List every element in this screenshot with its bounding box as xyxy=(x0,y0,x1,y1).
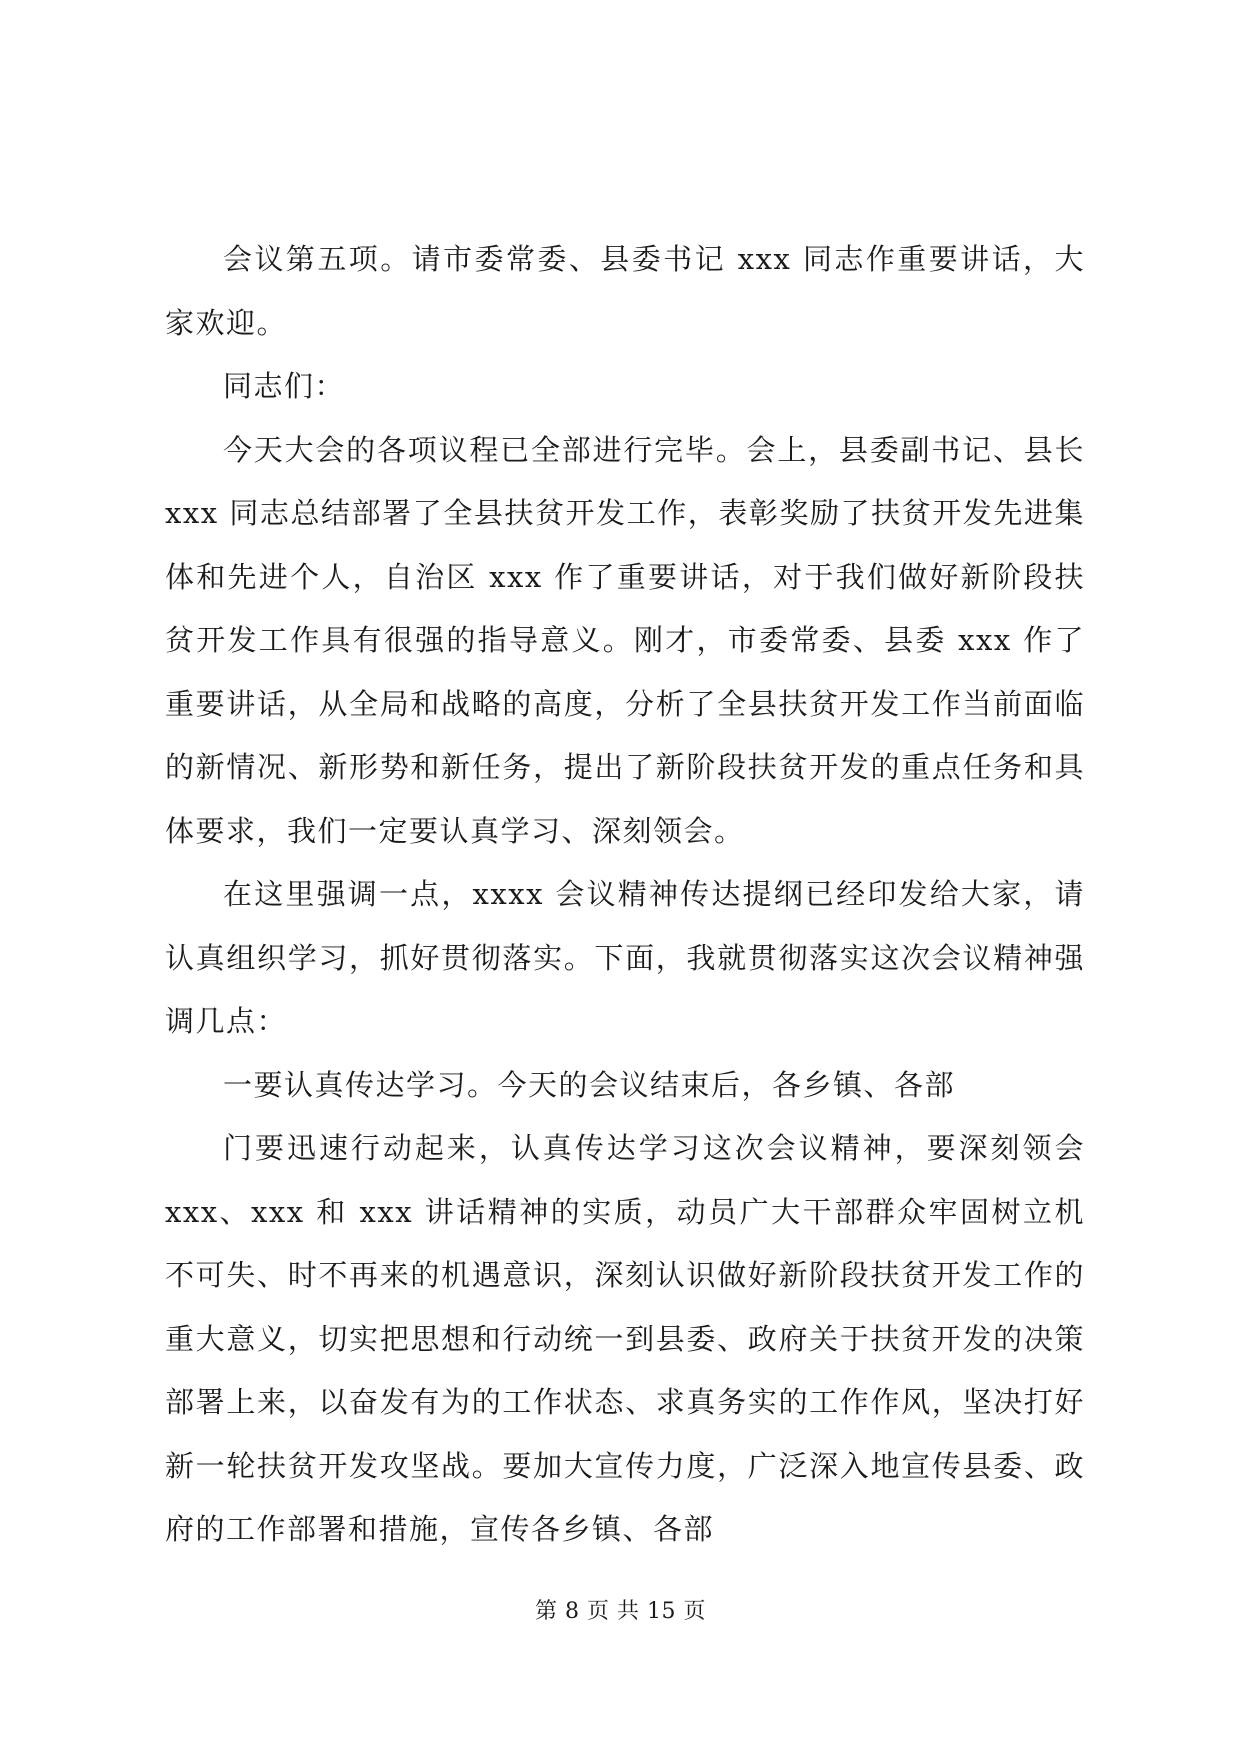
paragraph-point-one-heading: 一要认真传达学习。今天的会议结束后，各乡镇、各部 xyxy=(223,1067,956,1102)
paragraph-agenda-item: 会议第五项。请市委常委、县委书记 xxx 同志作重要讲话，大家欢迎。 xyxy=(165,242,1085,340)
paragraph-emphasis: 在这里强调一点，xxxx 会议精神传达提纲已经印发给大家，请认真组织学习，抓好贯彻落实。下面，我就贯彻落实这次会议精神强调几点： xyxy=(165,877,1085,1038)
document-body xyxy=(165,228,1085,1562)
page-footer xyxy=(0,1597,1241,1627)
paragraph-summary: 今天大会的各项议程已全部进行完毕。会上，县委副书记、县长 xxx 同志总结部署了全县扶贫开发工作，表彰奖励了扶贫开发先进集体和先进个人，自治区 xxx 作了重要讲话，对于我们做好新阶段扶贫开发工作具有很强的指导意义。刚才，市委常委、县委 xxx 作了重要讲话，从全局和战略的高度，分析了全县扶贫开发工作当前面临的新情况、新形势和新任务，提出了新阶段扶贫开发的重点任务和具体要求，我们一定要认真学习、深刻领会。 xyxy=(165,432,1085,848)
paragraph-salutation: 同志们： xyxy=(223,369,346,403)
paragraph-point-one-body: 门要迅速行动起来，认真传达学习这次会议精神，要深刻领会 xxx、xxx 和 xxx 讲话精神的实质，动员广大干部群众牢固树立机不可失、时不再来的机遇意识，深刻认识做好新阶段扶贫开发工作的重大意义，切实把思想和行动统一到县委、政府关于扶贫开发的决策部署上来，以奋发有为的工作状态、求真务实的工作作风，坚决打好新一轮扶贫开发攻坚战。要加大宣传力度，广泛深入地宣传县委、政府的工作部署和措施，宣传各乡镇、各部 xyxy=(165,1131,1085,1546)
page-number-label: 第 8 页 共 15 页 xyxy=(535,1599,706,1624)
